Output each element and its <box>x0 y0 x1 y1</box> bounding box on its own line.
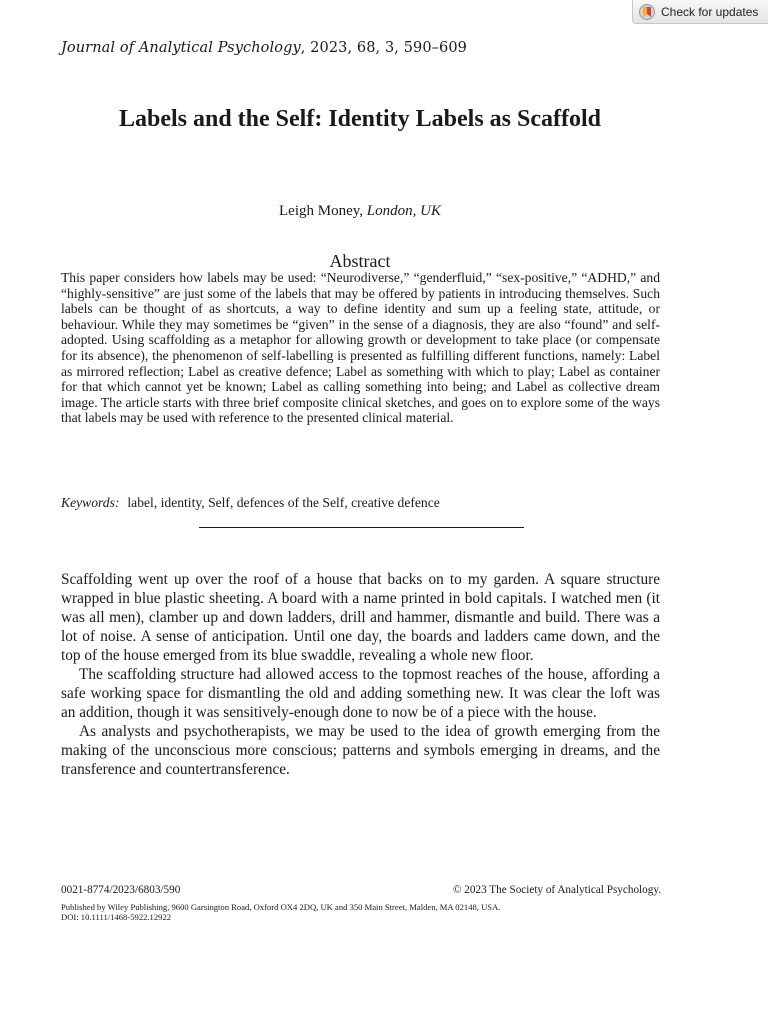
keywords-list: label, identity, Self, defences of the Self, creative defence <box>127 495 440 510</box>
journal-name: Journal of Analytical Psychology <box>61 40 301 56</box>
article-title: Labels and the Self: Identity Labels as Scaffold <box>118 106 602 132</box>
journal-volume-pages: , 2023, 68, 3, 590–609 <box>300 40 468 56</box>
author-location: London, UK <box>366 203 441 219</box>
body-paragraph: The scaffolding structure had allowed access to the topmost reaches of the house, affording a safe working space for dismantling the old and adding something new. It was clear the loft was an addition, though it was sensitively-enough done to now be of a piece with the house. <box>61 666 660 721</box>
author-line <box>60 203 660 220</box>
author-name: Leigh Money, <box>279 203 367 219</box>
check-for-updates-button[interactable] <box>632 0 768 24</box>
crossmark-icon <box>639 4 655 20</box>
keywords-label: Keywords: <box>61 495 120 510</box>
section-divider <box>199 527 524 528</box>
copyright-notice: © 2023 The Society of Analytical Psychology. <box>453 884 661 896</box>
issn-code: 0021-8774/2023/6803/590 <box>61 884 181 896</box>
abstract-text: This paper considers how labels may be used: “Neurodiverse,” “genderfluid,” “sex-positive,” “ADHD,” and “highly-sensitive” are just some of the labels that may be offered by patients in introducing themselves. Such labels can be thought of as shortcuts, a way to define identity and sum up a feeling state, attitude, or behaviour. While they may sometimes be “given” in the sense of a diagnosis, they are also “found” and self-adopted. Using scaffolding as a metaphor for allowing growth or development to take place (or compensate for its absence), the phenomenon of self-labelling is presented as fulfilling different functions, namely: Label as mirrored reflection; Label as creative defence; Label as something with which to play; Label as container for that which cannot yet be known; Label as calling something into being; and Label as collective dream image. The article starts with three brief composite clinical sketches, and goes on to explore some of the ways that labels may be used with reference to the presented clinical material. <box>61 270 660 426</box>
check-for-updates-label: Check for updates <box>661 4 759 19</box>
journal-citation <box>61 40 467 56</box>
body-paragraph: Scaffolding went up over the roof of a house that backs on to my garden. A square structure wrapped in blue plastic sheeting. A board with a name printed in bold capitals. I watched men (it was all men), clamber up and down ladders, drill and hammer, dismantle and build. There was a lot of noise. A sense of anticipation. Until one day, the boards and ladders came down, and the top of the house emerged from its blue swaddle, revealing a whole new floor. <box>61 571 660 664</box>
publisher-info <box>61 902 661 922</box>
publisher-address: Published by Wiley Publishing, 9600 Garsington Road, Oxford OX4 2DQ, UK and 350 Main Street, Malden, MA 02148, USA. <box>61 902 501 912</box>
abstract-heading: Abstract <box>329 251 391 271</box>
article-body <box>61 570 660 779</box>
doi: DOI: 10.1111/1468-5922.12922 <box>61 912 172 922</box>
body-paragraph: As analysts and psychotherapists, we may be used to the idea of growth emerging from the making of the unconscious more conscious; patterns and symbols emerging in dreams, and the transference and countertransference. <box>61 723 660 778</box>
footer-identifiers <box>61 884 661 896</box>
keywords-line <box>61 495 661 511</box>
